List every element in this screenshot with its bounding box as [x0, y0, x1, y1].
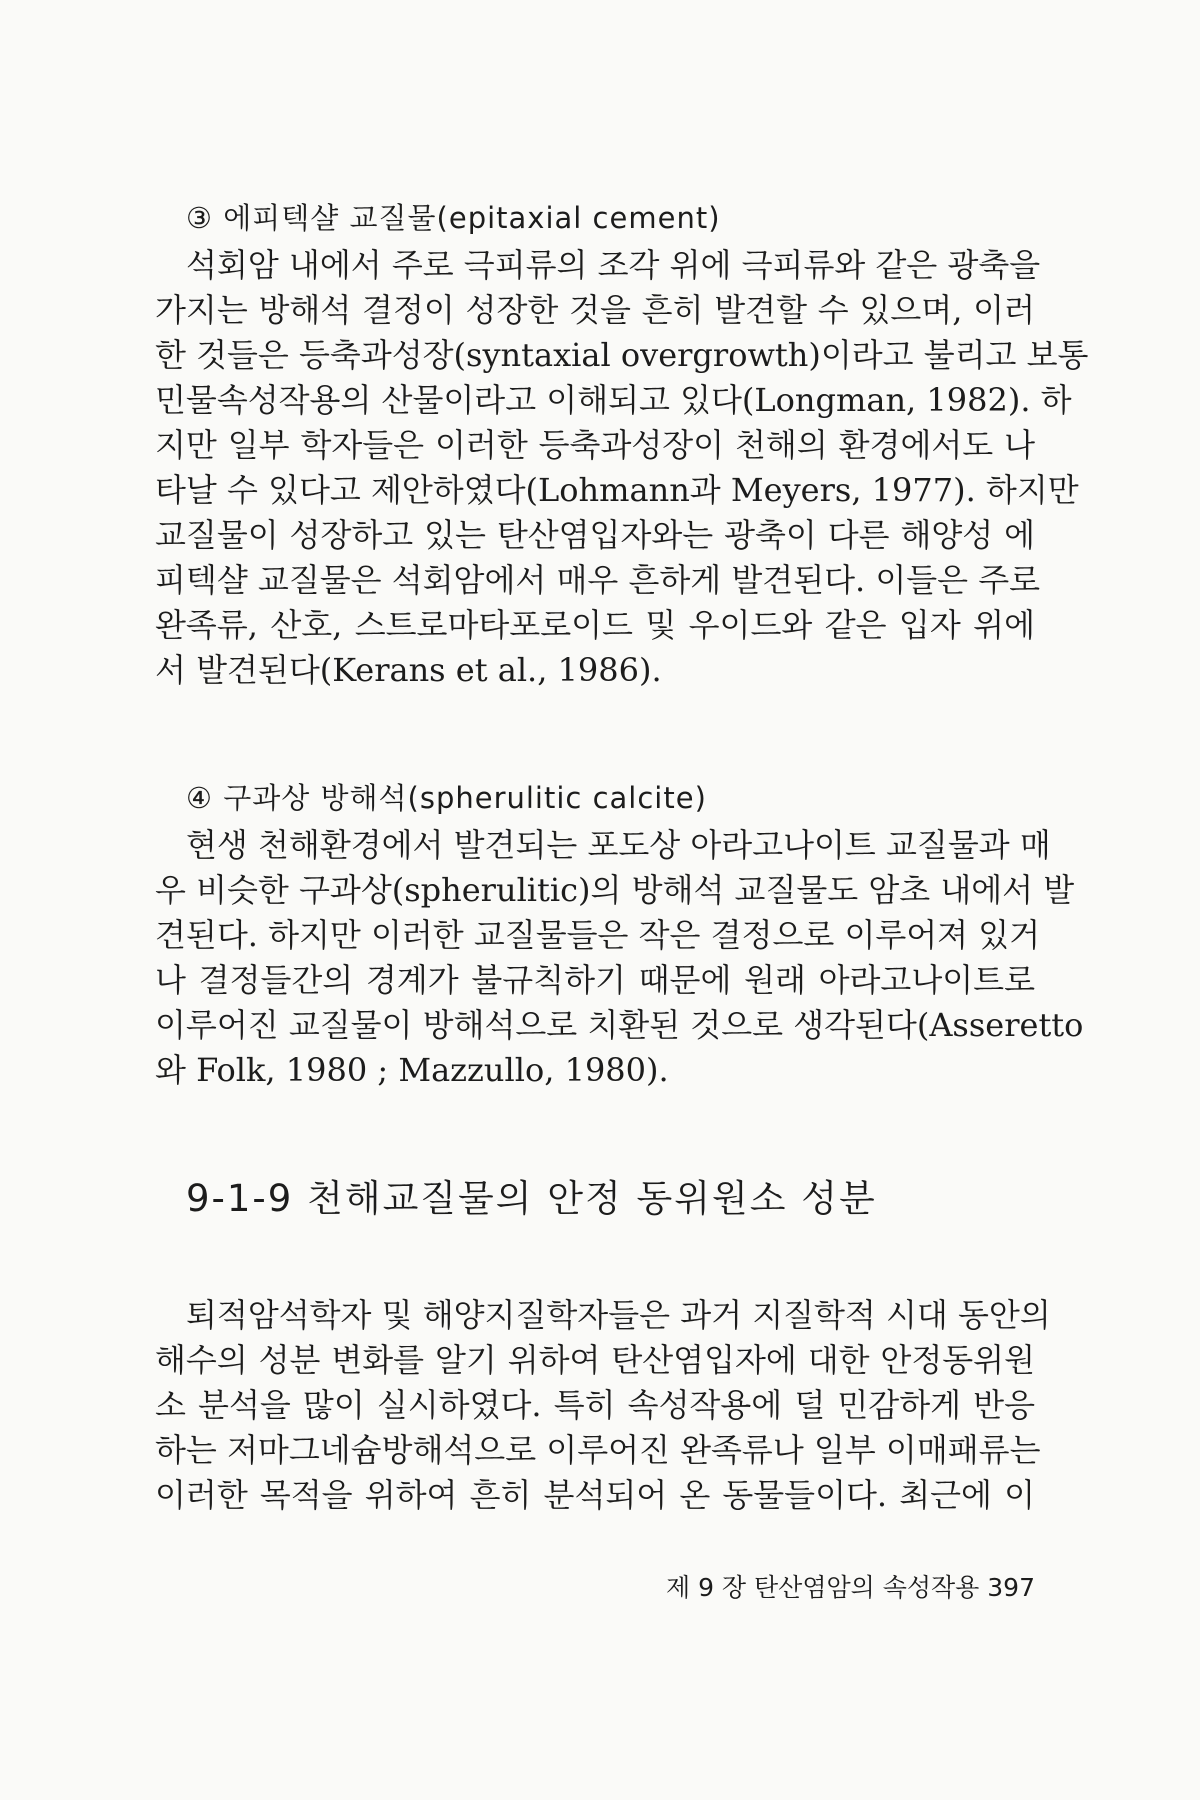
paragraph-line: 와 Folk, 1980 ; Mazzullo, 1980). [155, 1051, 669, 1089]
paragraph-line: 해수의 성분 변화를 알기 위하여 탄산염입자에 대한 안정동위원 [155, 1341, 1035, 1379]
page-footer: 제 9 장 탄산염암의 속성작용 397 [665, 1573, 1035, 1602]
subsection-heading-spherulitic: ④ 구과상 방해석(spherulitic calcite) [186, 781, 707, 815]
paragraph-line: 한 것들은 등축과성장(syntaxial overgrowth)이라고 불리고 보통 [155, 336, 1089, 374]
paragraph-line: 이루어진 교질물이 방해석으로 치환된 것으로 생각된다(Asseretto [155, 1006, 1084, 1044]
paragraph-line: 완족류, 산호, 스트로마타포로이드 및 우이드와 같은 입자 위에 [155, 606, 1035, 644]
paragraph-line: 나 결정들간의 경계가 불규칙하기 때문에 원래 아라고나이트로 [155, 961, 1035, 999]
paragraph-line: 가지는 방해석 결정이 성장한 것을 흔히 발견할 수 있으며, 이러 [155, 291, 1035, 329]
paragraph-line: 민물속성작용의 산물이라고 이해되고 있다(Longman, 1982). 하 [155, 381, 1072, 419]
paragraph-line: 서 발견된다(Kerans et al., 1986). [155, 651, 662, 689]
section-title: 9-1-9 천해교질물의 안정 동위원소 성분 [186, 1177, 877, 1220]
paragraph-line: 교질물이 성장하고 있는 탄산염입자와는 광축이 다른 해양성 에 [155, 516, 1035, 554]
paragraph-line: 석회암 내에서 주로 극피류의 조각 위에 극피류와 같은 광축을 [186, 246, 1041, 284]
paragraph-line: 우 비슷한 구과상(spherulitic)의 방해석 교질물도 암초 내에서 발 [155, 871, 1075, 909]
paragraph-line: 소 분석을 많이 실시하였다. 특히 속성작용에 덜 민감하게 반응 [155, 1386, 1035, 1424]
paragraph-line: 현생 천해환경에서 발견되는 포도상 아라고나이트 교질물과 매 [186, 826, 1051, 864]
paragraph-line: 견된다. 하지만 이러한 교질물들은 작은 결정으로 이루어져 있거 [155, 916, 1041, 954]
paragraph-line: 지만 일부 학자들은 이러한 등축과성장이 천해의 환경에서도 나 [155, 426, 1035, 464]
paragraph-line: 피텍샬 교질물은 석회암에서 매우 흔하게 발견된다. 이들은 주로 [155, 561, 1041, 599]
paragraph-line: 퇴적암석학자 및 해양지질학자들은 과거 지질학적 시대 동안의 [186, 1296, 1051, 1334]
subsection-heading-epitaxial: ③ 에피텍샬 교질물(epitaxial cement) [186, 201, 721, 235]
paragraph-line: 하는 저마그네슘방해석으로 이루어진 완족류나 일부 이매패류는 [155, 1431, 1041, 1469]
paragraph-line: 이러한 목적을 위하여 흔히 분석되어 온 동물들이다. 최근에 이 [155, 1476, 1035, 1514]
paragraph-line: 타날 수 있다고 제안하였다(Lohmann과 Meyers, 1977). 하지만 [155, 471, 1079, 509]
